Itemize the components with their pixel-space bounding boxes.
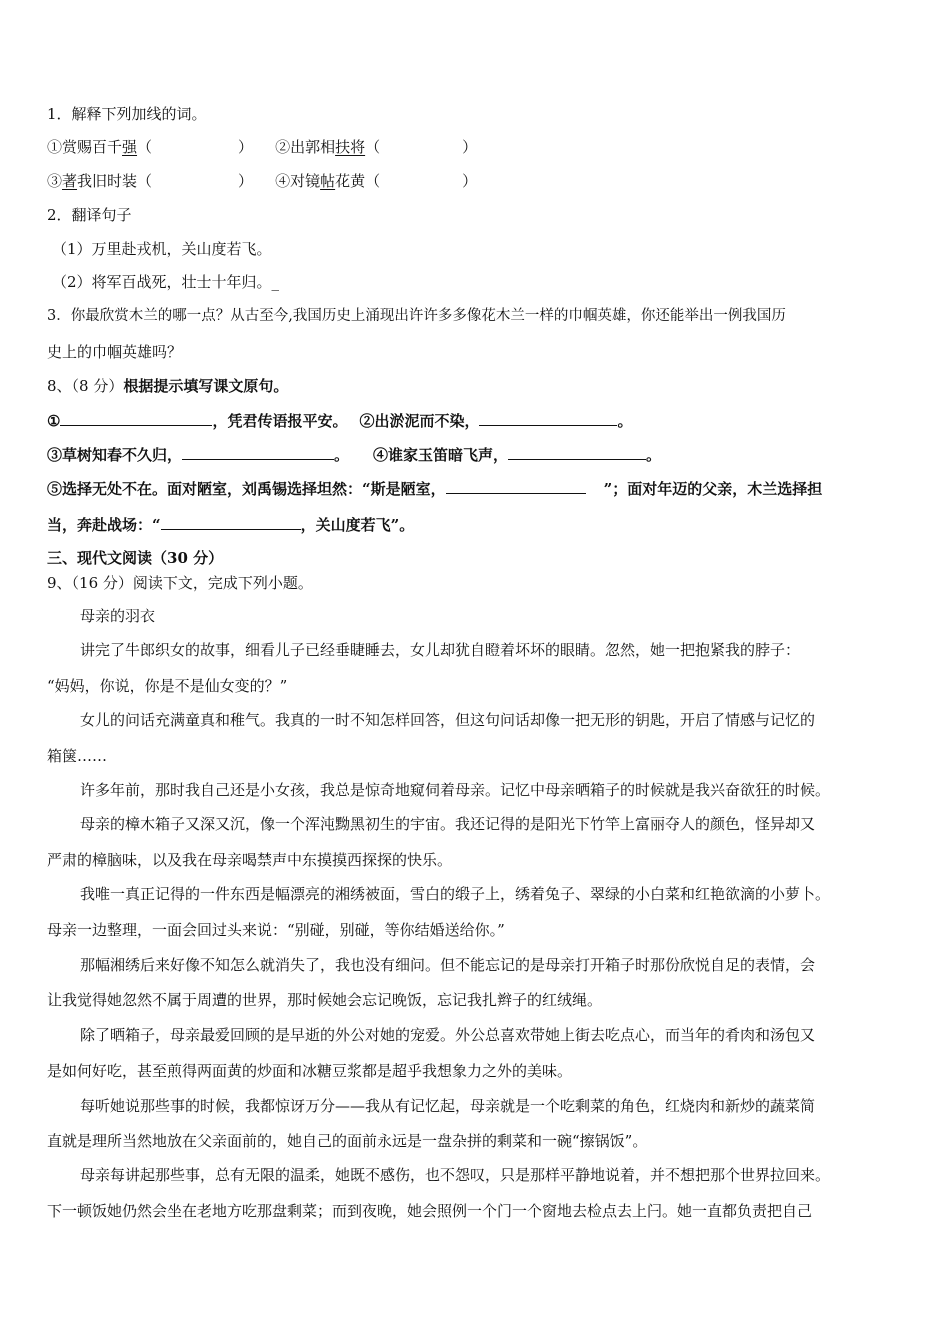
q8-line1: ① ，凭君传语报平安。 ②出淤泥而不染， 。: [47, 412, 633, 430]
q9-heading: 9、（16 分）阅读下文，完成下列小题。: [47, 574, 313, 592]
q7-translate-2: （2）将军百战死，壮士十年归。_: [52, 273, 280, 291]
q7-word2: ②出郭相扶将（: [275, 138, 381, 156]
passage-p1-line1: 讲完了牛郎织女的故事，细看儿子已经垂睫睡去，女儿却犹自瞪着坏坏的眼睛。忽然，她一把抱紧我的脖子：: [80, 641, 801, 659]
answer-blank[interactable]: [182, 444, 334, 460]
q7-words-row1: ①赏赐百千强（ ） ②出郭相扶将（ ）: [47, 138, 478, 156]
passage-p5-line2: 母亲一边整理，一面会回过头来说：“别碰，别碰，等你结婚送给你。”: [47, 921, 505, 939]
answer-blank[interactable]: [446, 478, 586, 494]
q7-word4: ④对镜帖花黄（: [275, 172, 381, 190]
passage-p6-line2: 让我觉得她忽然不属于周遭的世界，那时候她会忘记晚饭，忘记我扎辫子的红绒绳。: [47, 991, 603, 1009]
answer-blank[interactable]: [508, 444, 646, 460]
passage-p4-line1: 母亲的樟木箱子又深又沉，像一个浑沌黝黑初生的宇宙。我还记得的是阳光下竹竿上富丽夺人的颜色，怪异却又: [80, 815, 816, 833]
passage-p5-line1: 我唯一真正记得的一件东西是幅漂亮的湘绣被面，雪白的缎子上，绣着兔子、翠绿的小白菜和红艳欲滴的小萝卜。: [80, 885, 831, 903]
q8-line3: ⑤选择无处不在。面对陋室，刘禹锡选择坦然：“斯是陋室， ”；面对年迈的父亲，木兰选择担: [47, 480, 823, 498]
q8-line2: ③草树知春不久归， 。 ④谁家玉笛暗飞声， 。: [47, 446, 662, 464]
q7-words-row2: ③著我旧时装（ ） ④对镜帖花黄（ ）: [47, 172, 478, 190]
answer-blank[interactable]: [479, 410, 617, 426]
passage-p8-line2: 直就是理所当然地放在父亲面前的，她自己的面前永远是一盘杂拼的剩菜和一碗“擦锅饭”。: [47, 1132, 648, 1150]
passage-title: 母亲的羽衣: [80, 607, 156, 625]
passage-p9-line2: 下一顿饭她仍然会坐在老地方吃那盘剩菜；而到夜晚，她会照例一个门一个窗地去检点去上闩。她一直都负责把自己: [47, 1202, 813, 1220]
passage-p9-line1: 母亲每讲起那些事，总有无限的温柔，她既不感伤，也不怨叹，只是那样平静地说着，并不想把那个世界拉回来。: [80, 1166, 831, 1184]
section3-heading: 三、现代文阅读（30 分）: [47, 549, 224, 567]
q7-word3: ③著我旧时装（: [47, 172, 153, 190]
q8-line4: 当，奔赴战场：“ ，关山度若飞”。: [47, 516, 415, 534]
passage-p8-line1: 每听她说那些事的时候，我都惊讶万分——我从有记忆起，母亲就是一个吃剩菜的角色，红烧肉和新炒的蔬菜简: [80, 1097, 816, 1115]
passage-p6-line1: 那幅湘绣后来好像不知怎么就消失了，我也没有细问。但不能忘记的是母亲打开箱子时那份欣悦自足的表情，会: [80, 956, 816, 974]
q7-item3-line1: 3．你最欣赏木兰的哪一点？从古至今,我国历史上涌现出许许多多像花木兰一样的巾帼英雄，你还能举出一例我国历: [47, 308, 786, 324]
q7-item2: 2．翻译句子: [47, 206, 132, 224]
q7-translate-1: （1）万里赴戎机，关山度若飞。: [52, 240, 272, 258]
passage-p4-line2: 严肃的樟脑味，以及我在母亲喝禁声中东摸摸西探探的快乐。: [47, 851, 453, 869]
answer-blank[interactable]: [60, 410, 212, 426]
q7-word1: ①赏赐百千强（: [47, 138, 153, 156]
answer-blank[interactable]: [161, 514, 301, 530]
q7-item3-line2: 史上的巾帼英雄吗？: [47, 343, 183, 361]
passage-p3-line1: 许多年前，那时我自己还是小女孩，我总是惊奇地窥伺着母亲。记忆中母亲晒箱子的时候就是我兴奋欲狂的时候。: [80, 781, 831, 799]
passage-p1-line2: “妈妈，你说，你是不是仙女变的？”: [47, 677, 288, 695]
passage-p7-line1: 除了晒箱子，母亲最爱回顾的是早逝的外公对她的宠爱。外公总喜欢带她上街去吃点心，而当年的肴肉和汤包又: [80, 1026, 816, 1044]
passage-p2-line2: 箱箧……: [47, 747, 108, 765]
q7-item1: 1．解释下列加线的词。: [47, 105, 207, 123]
passage-p2-line1: 女儿的问话充满童真和稚气。我真的一时不知怎样回答，但这句问话却像一把无形的钥匙，开启了情感与记忆的: [80, 711, 816, 729]
q8-heading: 8、（8 分）根据提示填写课文原句。: [47, 377, 289, 395]
passage-p7-line2: 是如何好吃，甚至煎得两面黄的炒面和冰糖豆浆都是超乎我想象力之外的美味。: [47, 1062, 573, 1080]
